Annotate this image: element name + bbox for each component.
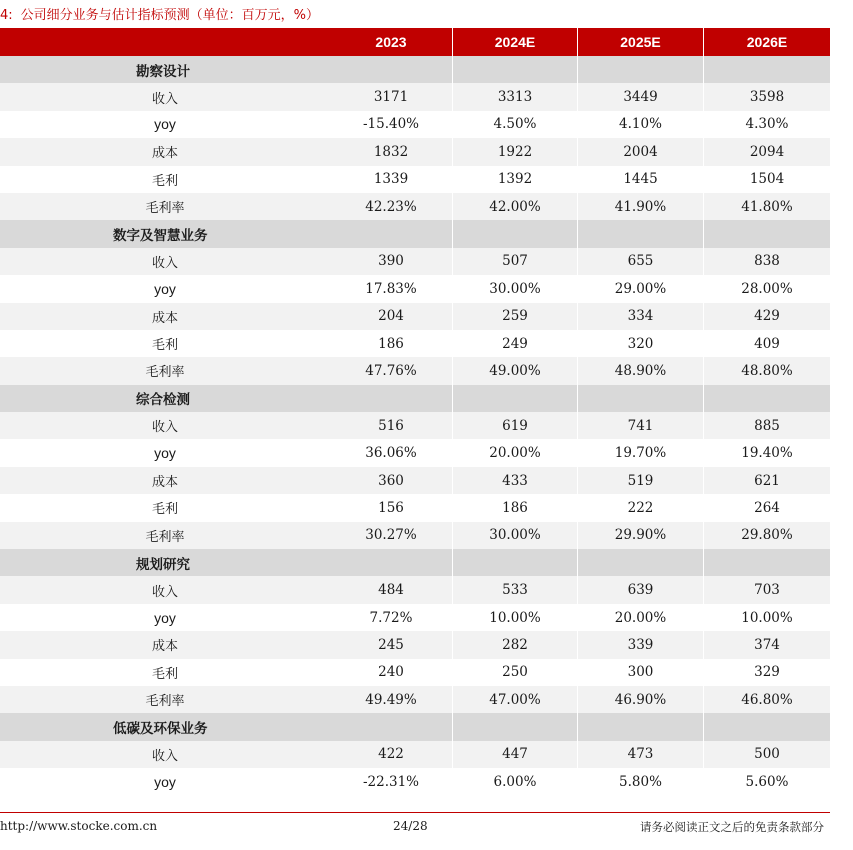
table-row: [0, 303, 830, 330]
row-label: 毛利: [151, 666, 178, 682]
value-cell: 48.80%: [741, 362, 793, 379]
table-row: [0, 275, 830, 302]
value-cell: -15.40%: [330, 111, 453, 138]
value-cell: 300: [578, 659, 704, 686]
value-cell: 3313: [453, 83, 578, 110]
value-cell: 360: [330, 467, 453, 494]
row-label: yoy: [154, 773, 176, 790]
row-label: yoy: [154, 609, 176, 626]
value-cell: 7.72%: [330, 604, 453, 631]
value-cell: 320: [578, 330, 704, 357]
value-cell: 19.70%: [578, 439, 704, 466]
value-cell: 29.00%: [578, 275, 704, 302]
row-label: 收入: [151, 91, 178, 107]
value-cell: 282: [453, 631, 578, 658]
page-footer: [0, 812, 830, 843]
value-cell: 47.00%: [453, 686, 578, 713]
table-row: [0, 357, 830, 384]
value-cell: 409: [754, 335, 780, 352]
table-row: [0, 522, 830, 549]
value-cell: 6.00%: [453, 768, 578, 795]
table-row: [0, 659, 830, 686]
value-cell: 47.76%: [330, 357, 453, 384]
value-cell: 41.90%: [578, 193, 704, 220]
table-caption: [0, 4, 327, 24]
row-label: 毛利: [151, 173, 178, 189]
group-header-row: [0, 549, 830, 576]
value-cell: 1922: [453, 138, 578, 165]
value-cell: 29.90%: [578, 522, 704, 549]
disclaimer-text: 请务必阅读正文之后的免责条款部分: [640, 820, 824, 834]
value-cell: 46.90%: [578, 686, 704, 713]
value-cell: 186: [330, 330, 453, 357]
row-label: 收入: [151, 255, 178, 271]
value-cell: 48.90%: [578, 357, 704, 384]
value-cell: 703: [754, 582, 780, 599]
value-cell: 4.10%: [578, 111, 704, 138]
value-cell: 429: [754, 308, 780, 325]
group-header-row: [0, 56, 830, 83]
value-cell: 20.00%: [453, 439, 578, 466]
value-cell: 1832: [330, 138, 453, 165]
header-cell-label: [0, 28, 330, 56]
table-row: [0, 83, 830, 110]
value-cell: 1445: [578, 166, 704, 193]
table-row: [0, 248, 830, 275]
value-cell: 619: [453, 412, 578, 439]
value-cell: 3449: [578, 83, 704, 110]
table-row: [0, 576, 830, 603]
value-cell: 655: [578, 248, 704, 275]
row-label: 毛利率: [145, 201, 185, 217]
value-cell: 4.50%: [453, 111, 578, 138]
row-label: 成本: [151, 146, 178, 162]
row-label: 毛利: [151, 338, 178, 354]
row-label: 收入: [151, 420, 178, 436]
table-row: [0, 111, 830, 138]
table-row: [0, 439, 830, 466]
value-cell: 186: [453, 494, 578, 521]
value-cell: 5.80%: [578, 768, 704, 795]
value-cell: 519: [578, 467, 704, 494]
value-cell: 329: [754, 664, 780, 681]
row-label: 成本: [151, 475, 178, 491]
value-cell: 42.23%: [330, 193, 453, 220]
value-cell: 249: [453, 330, 578, 357]
value-cell: 639: [578, 576, 704, 603]
value-cell: 533: [453, 576, 578, 603]
value-cell: 3171: [330, 83, 453, 110]
group-name: 数字及智慧业务: [113, 228, 208, 245]
header-cell-2025e: 2025E: [578, 28, 704, 56]
value-cell: 259: [453, 303, 578, 330]
value-cell: 20.00%: [578, 604, 704, 631]
value-cell: 17.83%: [330, 275, 453, 302]
footer-url[interactable]: http://www.stocke.com.cn: [0, 819, 158, 833]
table-row: [0, 193, 830, 220]
group-header-row: [0, 220, 830, 247]
value-cell: 1392: [453, 166, 578, 193]
value-cell: 374: [754, 636, 780, 653]
row-label: 毛利: [151, 502, 178, 518]
group-name: 低碳及环保业务: [113, 721, 208, 738]
value-cell: 484: [330, 576, 453, 603]
value-cell: 10.00%: [741, 609, 793, 626]
table-row: [0, 412, 830, 439]
table-row: [0, 631, 830, 658]
value-cell: 516: [330, 412, 453, 439]
value-cell: 334: [578, 303, 704, 330]
row-label: yoy: [154, 116, 176, 133]
table-body: [0, 56, 830, 796]
group-name: 综合检测: [136, 392, 190, 409]
table-row: [0, 686, 830, 713]
row-label: yoy: [154, 280, 176, 297]
row-label: yoy: [154, 445, 176, 462]
value-cell: 156: [330, 494, 453, 521]
value-cell: 339: [578, 631, 704, 658]
table-header: [0, 28, 830, 56]
value-cell: 36.06%: [330, 439, 453, 466]
caption-number: 4:: [0, 8, 13, 23]
value-cell: 222: [578, 494, 704, 521]
table-row: [0, 494, 830, 521]
value-cell: 30.27%: [330, 522, 453, 549]
table-row: [0, 166, 830, 193]
value-cell: 264: [754, 499, 780, 516]
value-cell: 46.80%: [741, 691, 793, 708]
value-cell: 2004: [578, 138, 704, 165]
table-row: [0, 768, 830, 795]
caption-title: 公司细分业务与估计指标预测（单位：百万元，%）: [20, 8, 320, 23]
value-cell: 10.00%: [453, 604, 578, 631]
value-cell: 885: [754, 417, 780, 434]
value-cell: 29.80%: [741, 527, 793, 544]
value-cell: 2094: [749, 143, 785, 160]
table-row: [0, 330, 830, 357]
value-cell: 473: [578, 741, 704, 768]
header-cell-2024e: 2024E: [453, 28, 578, 56]
table-row: [0, 467, 830, 494]
value-cell: 41.80%: [741, 198, 793, 215]
value-cell: 433: [453, 467, 578, 494]
group-header-row: [0, 385, 830, 412]
value-cell: 5.60%: [745, 773, 789, 790]
value-cell: 447: [453, 741, 578, 768]
row-label: 毛利率: [145, 529, 185, 545]
value-cell: 49.49%: [330, 686, 453, 713]
group-name: 规划研究: [136, 556, 190, 573]
value-cell: 741: [578, 412, 704, 439]
value-cell: 500: [754, 746, 780, 763]
value-cell: 28.00%: [741, 280, 793, 297]
value-cell: 245: [330, 631, 453, 658]
value-cell: -22.31%: [330, 768, 453, 795]
value-cell: 838: [754, 253, 780, 270]
value-cell: 4.30%: [745, 116, 789, 133]
row-label: 收入: [151, 748, 178, 764]
value-cell: 390: [330, 248, 453, 275]
row-label: 毛利率: [145, 365, 185, 381]
value-cell: 42.00%: [453, 193, 578, 220]
value-cell: 204: [330, 303, 453, 330]
value-cell: 1504: [749, 171, 785, 188]
value-cell: 422: [330, 741, 453, 768]
value-cell: 240: [330, 659, 453, 686]
row-label: 成本: [151, 639, 178, 655]
row-label: 成本: [151, 310, 178, 326]
value-cell: 3598: [749, 89, 785, 106]
value-cell: 250: [453, 659, 578, 686]
table-row: [0, 604, 830, 631]
value-cell: 49.00%: [453, 357, 578, 384]
value-cell: 507: [453, 248, 578, 275]
page-number: 24/28: [393, 819, 428, 833]
value-cell: 621: [754, 472, 780, 489]
table-row: [0, 741, 830, 768]
group-header-row: [0, 713, 830, 740]
row-label: 毛利率: [145, 694, 185, 710]
table-row: [0, 138, 830, 165]
group-name: 勘察设计: [136, 63, 190, 80]
value-cell: 1339: [330, 166, 453, 193]
header-cell-2026e: 2026E: [746, 34, 788, 50]
value-cell: 19.40%: [741, 445, 793, 462]
row-label: 收入: [151, 584, 178, 600]
value-cell: 30.00%: [453, 522, 578, 549]
forecast-table: [0, 28, 830, 796]
value-cell: 30.00%: [453, 275, 578, 302]
header-cell-2023: 2023: [330, 28, 453, 56]
